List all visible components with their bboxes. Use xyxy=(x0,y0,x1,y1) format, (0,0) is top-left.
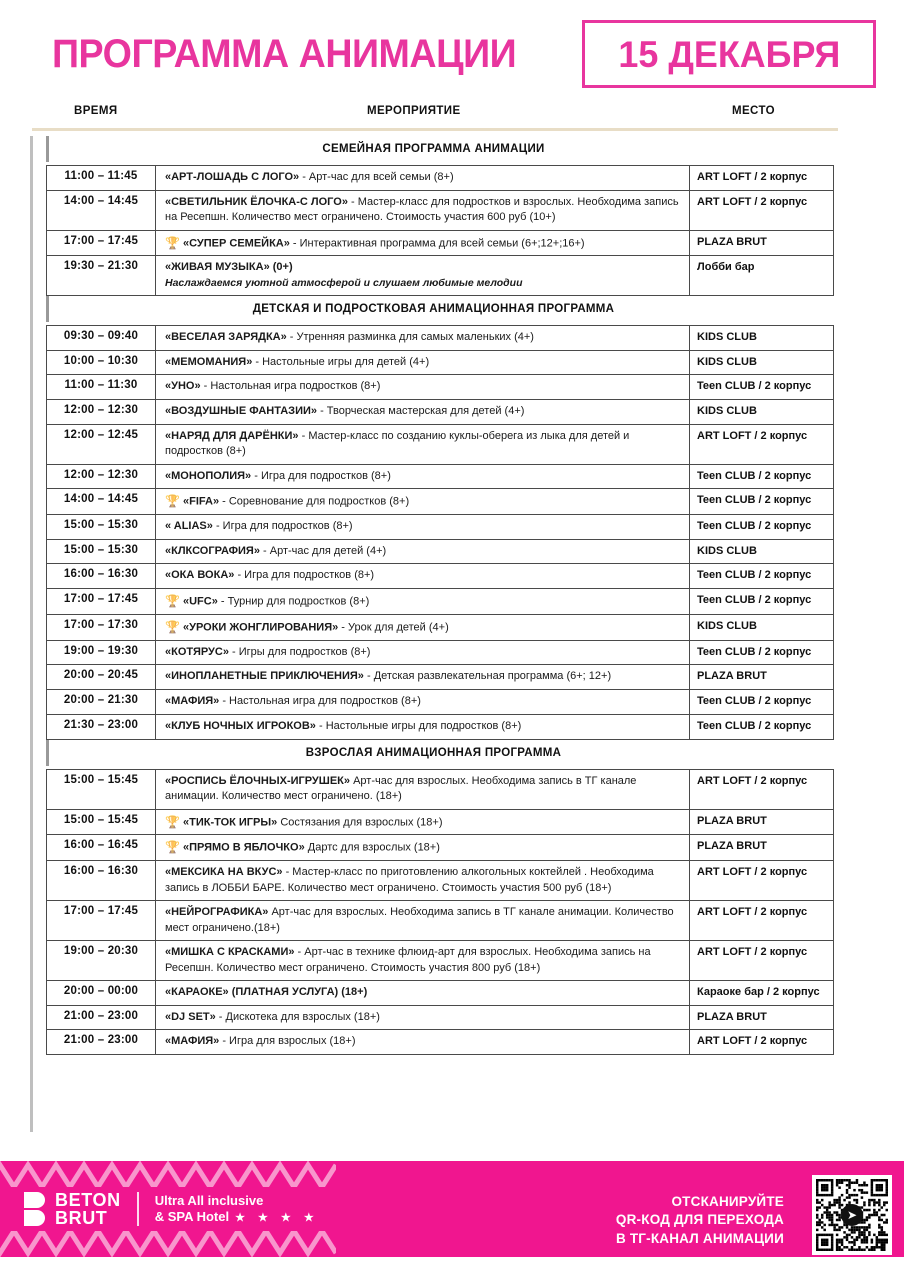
event-time: 20:00 – 21:30 xyxy=(46,690,156,714)
event-place: ART LOFT / 2 корпус xyxy=(690,861,834,900)
event-detail: - Настольные игры для подростков (8+) xyxy=(315,719,522,732)
event-name: «КОТЯРУС» xyxy=(165,645,229,658)
event-detail: - Соревнование для подростков (8+) xyxy=(219,495,410,508)
event-name: «UFC» xyxy=(183,595,218,608)
event-description-cell xyxy=(156,770,690,809)
event-place: ART LOFT / 2 корпус xyxy=(690,425,834,464)
event-description-cell xyxy=(156,901,690,940)
event-description-cell xyxy=(156,425,690,464)
event-name: «МОНОПОЛИЯ» xyxy=(165,469,252,482)
event-place: PLAZA BRUT xyxy=(690,665,834,689)
event-place: KIDS CLUB xyxy=(690,540,834,564)
event-detail: - Игра для подростков (8+) xyxy=(212,520,353,533)
event-time: 19:30 – 21:30 xyxy=(46,256,156,295)
footer-banner xyxy=(0,1161,904,1257)
table-row xyxy=(46,399,834,425)
event-time: 12:00 – 12:30 xyxy=(46,400,156,424)
event-detail: Арт-час для взрослых. Необходима запись в ТГ канале анимации. Количество мест ограничено.(18+) xyxy=(165,906,674,934)
event-name: «СУПЕР СЕМЕЙКА» xyxy=(183,237,290,250)
table-row xyxy=(46,514,834,540)
chevron-pattern-bottom-icon xyxy=(0,1231,336,1257)
event-place: ART LOFT / 2 корпус xyxy=(690,191,834,230)
event-description-cell xyxy=(156,231,690,256)
event-detail: - Дискотека для взрослых (18+) xyxy=(215,1010,380,1023)
event-name: «АРТ-ЛОШАДЬ С ЛОГО» xyxy=(165,171,300,183)
logo-b-mark-icon xyxy=(24,1192,46,1226)
table-row xyxy=(46,834,834,861)
table-row xyxy=(46,900,834,941)
trophy-icon: 🏆 xyxy=(165,619,180,634)
event-place: KIDS CLUB xyxy=(690,400,834,424)
event-subtitle: Наслаждаемся уютной атмосферой и слушаем любимые мелодии xyxy=(165,276,523,289)
event-description-cell xyxy=(156,641,690,665)
table-left-frame xyxy=(30,136,33,1132)
event-name: «НЕЙРОГРАФИКА» xyxy=(165,906,269,919)
event-time: 16:00 – 16:45 xyxy=(46,835,156,860)
column-header-time: ВРЕМЯ xyxy=(74,105,118,117)
event-description-cell xyxy=(156,665,690,689)
event-time: 20:00 – 00:00 xyxy=(46,981,156,1005)
event-place: Teen CLUB / 2 корпус xyxy=(690,641,834,665)
event-detail: - Настольная игра подростков (8+) xyxy=(200,380,381,393)
event-place: PLAZA BRUT xyxy=(690,835,834,860)
event-time: 12:00 – 12:30 xyxy=(46,465,156,489)
event-place: Teen CLUB / 2 корпус xyxy=(690,589,834,614)
event-detail: - Турнир для подростков (8+) xyxy=(217,595,370,608)
event-description-cell xyxy=(156,810,690,835)
date-badge xyxy=(582,20,876,88)
event-description-cell xyxy=(156,400,690,424)
event-name: «МЕКСИКА НА ВКУС» xyxy=(165,866,283,879)
event-name: «МАФИЯ» xyxy=(165,695,220,708)
brand-line-1: BETON xyxy=(55,1190,121,1210)
event-description-cell xyxy=(156,1030,690,1054)
event-time: 16:00 – 16:30 xyxy=(46,861,156,900)
table-row xyxy=(46,588,834,615)
qr-instruction xyxy=(616,1193,784,1248)
event-detail: - Мастер-класс по созданию куклы-оберега из лыка для детей и подростков (8+) xyxy=(165,429,630,458)
column-header-place: МЕСТО xyxy=(732,105,775,117)
event-detail: - Интерактивная программа для всей семьи (6+;12+;16+) xyxy=(289,237,585,250)
event-place: Лобби бар xyxy=(690,256,834,295)
event-name: «ПРЯМО В ЯБЛОЧКО» xyxy=(183,841,305,854)
event-detail: - Арт-час в технике флюид-арт для взрослых. Необходима запись на Ресепшн. Количество мест ограничено. Стоимость участия 800 руб (18+) xyxy=(165,945,651,974)
event-place: ART LOFT / 2 корпус xyxy=(690,941,834,980)
table-row xyxy=(46,255,834,296)
table-row xyxy=(46,325,834,351)
event-name: « ALIAS» xyxy=(165,520,213,533)
event-description-cell xyxy=(156,589,690,614)
event-description-cell xyxy=(156,351,690,375)
event-place: Teen CLUB / 2 корпус xyxy=(690,465,834,489)
event-detail: - Игры для подростков (8+) xyxy=(228,645,371,658)
brand-name xyxy=(55,1191,121,1228)
event-description-cell xyxy=(156,715,690,739)
trophy-icon: 🏆 xyxy=(165,594,180,609)
event-place: PLAZA BRUT xyxy=(690,231,834,256)
event-description-cell xyxy=(156,515,690,539)
qr-instruction-line-1: ОТСКАНИРУЙТЕ xyxy=(671,1194,784,1209)
event-description-cell xyxy=(156,564,690,588)
event-place: ART LOFT / 2 корпус xyxy=(690,901,834,940)
table-row xyxy=(46,1029,834,1055)
event-name: «СВЕТИЛЬНИК ЁЛОЧКА-С ЛОГО» xyxy=(165,195,348,208)
event-description-cell xyxy=(156,861,690,900)
table-row xyxy=(46,689,834,715)
event-name: «ОКА ВОКА» xyxy=(165,569,235,582)
event-name: «МАФИЯ» xyxy=(165,1035,220,1048)
event-name: «КЛУБ НОЧНЫХ ИГРОКОВ» xyxy=(165,719,316,732)
brand-line-2: BRUT xyxy=(55,1208,108,1229)
event-time: 14:00 – 14:45 xyxy=(46,191,156,230)
trophy-icon: 🏆 xyxy=(165,814,180,829)
event-description-cell xyxy=(156,375,690,399)
event-description-cell xyxy=(156,941,690,980)
event-place: Teen CLUB / 2 корпус xyxy=(690,515,834,539)
event-time: 19:00 – 19:30 xyxy=(46,641,156,665)
event-time: 10:00 – 10:30 xyxy=(46,351,156,375)
event-name: «УРОКИ ЖОНГЛИРОВАНИЯ» xyxy=(183,621,339,634)
event-name: «УНО» xyxy=(165,380,201,393)
event-name: «ИНОПЛАНЕТНЫЕ ПРИКЛЮЧЕНИЯ» xyxy=(165,670,364,683)
event-name: «ЖИВАЯ МУЗЫКА» (0+) xyxy=(165,261,293,274)
event-name: «ВОЗДУШНЫЕ ФАНТАЗИИ» xyxy=(165,404,318,417)
event-detail: - Настольная игра для подростков (8+) xyxy=(219,695,421,708)
event-name: «КАРАОКЕ» (ПЛАТНАЯ УСЛУГА) (18+) xyxy=(165,985,368,998)
event-time: 15:00 – 15:30 xyxy=(46,515,156,539)
event-time: 17:00 – 17:45 xyxy=(46,231,156,256)
event-place: KIDS CLUB xyxy=(690,326,834,350)
table-row xyxy=(46,1005,834,1031)
event-time: 21:00 – 23:00 xyxy=(46,1030,156,1054)
table-row xyxy=(46,664,834,690)
event-time: 17:00 – 17:45 xyxy=(46,589,156,614)
table-row xyxy=(46,230,834,257)
event-detail: - Игра для взрослых (18+) xyxy=(219,1035,356,1048)
event-place: ART LOFT / 2 корпус xyxy=(690,166,834,190)
table-row xyxy=(46,464,834,490)
event-detail: - Мастер-класс по приготовлению алкогольных коктейлей . Необходима запись в ЛОББИ БАРЕ. Количество мест ограничено. Стоимость участия 500 руб (18+) xyxy=(165,866,654,894)
event-time: 17:00 – 17:30 xyxy=(46,615,156,640)
table-row xyxy=(46,374,834,400)
event-name: «МЕМОМАНИЯ» xyxy=(165,355,253,368)
section-title: ВЗРОСЛАЯ АНИМАЦИОННАЯ ПРОГРАММА xyxy=(46,740,834,766)
event-name: «РОСПИСЬ ЁЛОЧНЫХ-ИГРУШЕК» xyxy=(165,774,351,787)
section-title: ДЕТСКАЯ И ПОДРОСТКОВАЯ АНИМАЦИОННАЯ ПРОГРАММА xyxy=(46,296,834,322)
event-detail: - Утренняя разминка для самых маленьких (4+) xyxy=(286,330,534,343)
event-time: 17:00 – 17:45 xyxy=(46,901,156,940)
event-place: ART LOFT / 2 корпус xyxy=(690,770,834,809)
qr-code[interactable] xyxy=(812,1175,892,1255)
event-place: KIDS CLUB xyxy=(690,351,834,375)
event-description-cell xyxy=(156,166,690,190)
table-row xyxy=(46,165,834,191)
event-detail: - Детская развлекательная программа (6+; 12+) xyxy=(363,670,612,683)
hotel-logo xyxy=(24,1191,319,1228)
table-row xyxy=(46,980,834,1006)
table-row xyxy=(46,563,834,589)
event-description-cell xyxy=(156,690,690,714)
event-time: 11:00 – 11:30 xyxy=(46,375,156,399)
event-description-cell xyxy=(156,981,690,1005)
event-time: 21:00 – 23:00 xyxy=(46,1006,156,1030)
event-time: 15:00 – 15:45 xyxy=(46,770,156,809)
event-description-cell xyxy=(156,465,690,489)
table-row xyxy=(46,940,834,981)
chevron-pattern-top-icon xyxy=(0,1161,336,1187)
event-detail: Арт-час для взрослых. Необходима запись в ТГ канале анимации. Количество мест ограничено. (18+) xyxy=(165,774,637,803)
event-description-cell xyxy=(156,191,690,230)
event-time: 21:30 – 23:00 xyxy=(46,715,156,739)
event-time: 19:00 – 20:30 xyxy=(46,941,156,980)
star-rating: ★ ★ ★ ★ xyxy=(235,1212,319,1225)
event-time: 12:00 – 12:45 xyxy=(46,425,156,464)
event-description-cell xyxy=(156,540,690,564)
event-place: PLAZA BRUT xyxy=(690,1006,834,1030)
tagline-line-1: Ultra All inclusive xyxy=(154,1192,264,1208)
section-title: СЕМЕЙНАЯ ПРОГРАММА АНИМАЦИИ xyxy=(46,136,834,162)
table-row xyxy=(46,714,834,740)
tagline-line-2-wrap xyxy=(155,1209,319,1226)
table-row xyxy=(46,424,834,465)
event-name: «ВЕСЕЛАЯ ЗАРЯДКА» xyxy=(165,330,287,343)
event-place: Teen CLUB / 2 корпус xyxy=(690,375,834,399)
event-place: PLAZA BRUT xyxy=(690,810,834,835)
column-header-event: МЕРОПРИЯТИЕ xyxy=(367,105,461,117)
qr-instruction-line-3: В ТГ-КАНАЛ АНИМАЦИИ xyxy=(615,1230,784,1246)
event-detail: - Мастер-класс для подростков и взрослых. Необходима запись на Ресепшн. Количество мест ограничено. Стоимость участия 600 руб (10+) xyxy=(165,195,679,224)
table-row xyxy=(46,190,834,231)
event-description-cell xyxy=(156,835,690,860)
event-name: «МИШКА С КРАСКАМИ» xyxy=(165,945,295,958)
event-time: 11:00 – 11:45 xyxy=(46,166,156,190)
hotel-tagline xyxy=(155,1193,319,1226)
table-row xyxy=(46,640,834,666)
event-detail: - Игра для подростков (8+) xyxy=(251,469,391,482)
event-detail: - Творческая мастерская для детей (4+) xyxy=(317,404,525,417)
event-time: 15:00 – 15:45 xyxy=(46,810,156,835)
event-name: «КЛКСОГРАФИЯ» xyxy=(165,544,260,557)
event-description-cell xyxy=(156,1006,690,1030)
table-row xyxy=(46,769,834,810)
event-description-cell xyxy=(156,615,690,640)
event-time: 20:00 – 20:45 xyxy=(46,665,156,689)
event-detail: - Арт-час для детей (4+) xyxy=(259,544,387,557)
event-place: Караоке бар / 2 корпус xyxy=(690,981,834,1005)
logo-divider xyxy=(137,1192,139,1226)
table-row xyxy=(46,539,834,565)
trophy-icon: 🏆 xyxy=(165,235,180,250)
trophy-icon: 🏆 xyxy=(165,840,180,855)
table-row xyxy=(46,350,834,376)
page-title: ПРОГРАММА АНИМАЦИИ xyxy=(52,32,517,76)
event-name: «DJ SET» xyxy=(165,1010,216,1023)
event-place: Teen CLUB / 2 корпус xyxy=(690,690,834,714)
header-divider xyxy=(32,128,838,131)
tagline-line-2: & SPA Hotel xyxy=(154,1209,230,1225)
event-place: KIDS CLUB xyxy=(690,615,834,640)
event-place: Teen CLUB / 2 корпус xyxy=(690,564,834,588)
trophy-icon: 🏆 xyxy=(165,494,180,509)
event-place: ART LOFT / 2 корпус xyxy=(690,1030,834,1054)
qr-instruction-line-2: QR-КОД ДЛЯ ПЕРЕХОДА xyxy=(615,1212,784,1228)
event-name: «ТИК-ТОК ИГРЫ» xyxy=(183,816,278,829)
event-detail: - Арт-час для всей семьи (8+) xyxy=(299,171,454,183)
event-time: 09:30 – 09:40 xyxy=(46,326,156,350)
event-time: 16:00 – 16:30 xyxy=(46,564,156,588)
table-row xyxy=(46,488,834,515)
event-place: Teen CLUB / 2 корпус xyxy=(690,715,834,739)
event-detail: - Настольные игры для детей (4+) xyxy=(252,355,430,368)
table-row xyxy=(46,860,834,901)
event-description-cell xyxy=(156,256,690,295)
event-time: 15:00 – 15:30 xyxy=(46,540,156,564)
event-name: «FIFA» xyxy=(183,495,220,508)
date-label: 15 ДЕКАБРЯ xyxy=(618,33,840,75)
event-detail: Дартс для взрослых (18+) xyxy=(304,841,440,854)
table-column-headers xyxy=(32,105,832,127)
table-row xyxy=(46,614,834,641)
event-time: 14:00 – 14:45 xyxy=(46,489,156,514)
telegram-icon: ➤ xyxy=(841,1204,863,1226)
event-description-cell xyxy=(156,326,690,350)
schedule-table xyxy=(30,136,834,1055)
event-detail: - Урок для детей (4+) xyxy=(338,621,449,634)
table-row xyxy=(46,809,834,836)
event-name: «НАРЯД ДЛЯ ДАРЁНКИ» xyxy=(165,429,299,442)
event-description-cell xyxy=(156,489,690,514)
event-detail: - Игра для подростков (8+) xyxy=(234,569,375,582)
event-place: Teen CLUB / 2 корпус xyxy=(690,489,834,514)
event-detail: Состязания для взрослых (18+) xyxy=(277,816,443,829)
